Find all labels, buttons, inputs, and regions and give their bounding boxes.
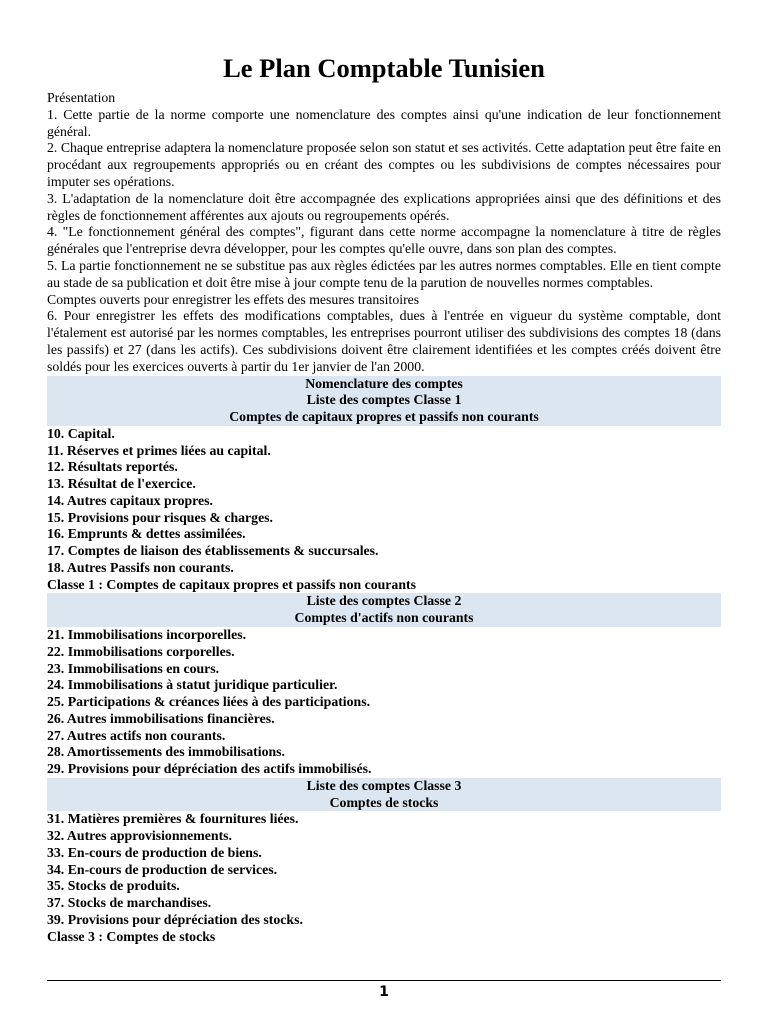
account-row: 24. Immobilisations à statut juridique particulier.: [47, 677, 338, 693]
account-row: 25. Participations & créances liées à des participations.: [47, 694, 371, 710]
account-row: 18. Autres Passifs non courants.: [47, 559, 234, 575]
class1-list-heading: Liste des comptes Classe 1: [306, 392, 462, 408]
paragraph-5: 5. La partie fonctionnement ne se substitue pas aux règles édictées par les autres normes comptables. Elle en tient compte au stade de sa publication et doit être mise à jour compte tenu de la parution de nouvelles normes comptables.: [47, 257, 721, 290]
paragraph-6: 6. Pour enregistrer les effets des modifications comptables, dues à l'entrée en vigueur du système comptable, dont l'étalement est autorisé par les normes comptables, les entreprises pourront utiliser des subdivisions des comptes 18 (dans les passifs) et 27 (dans les actifs). Ces subdivisions doivent être clairement identifiées et les comptes créés doivent être soldés pour les exercices ouverts à partir du 1er janvier de l'an 2000.: [47, 308, 721, 374]
account-row: 29. Provisions pour dépréciation des actifs immobilisés.: [47, 761, 372, 777]
class2-section: [47, 593, 721, 777]
class2-account-list: [47, 627, 721, 778]
account-row: 21. Immobilisations incorporelles.: [47, 627, 247, 643]
account-row: 27. Autres actifs non courants.: [47, 727, 226, 743]
account-row: 39. Provisions pour dépréciation des stocks.: [47, 911, 303, 927]
account-row: 11. Réserves et primes liées au capital.: [47, 442, 271, 458]
footer-divider: [47, 980, 721, 981]
class3-subtitle: Comptes de stocks: [329, 794, 439, 810]
account-row: 12. Résultats reportés.: [47, 459, 178, 475]
class1-account-list: [47, 426, 721, 594]
page-number: 1: [379, 984, 389, 1000]
class3-header-band: [47, 778, 721, 812]
class2-header-band: [47, 593, 721, 627]
account-row: 14. Autres capitaux propres.: [47, 492, 213, 508]
section-heading-presentation: Présentation: [47, 90, 116, 105]
account-row: 34. En-cours de production de services.: [47, 861, 278, 877]
class1-section: [47, 376, 721, 594]
class2-subtitle: Comptes d'actifs non courants: [294, 610, 474, 626]
paragraph-4: 4. "Le fonctionnement général des comptes", figurant dans cette norme accompagne la nomenclature à titre de règles générales que l'entreprise devra développer, pour les comptes qu'elle ouvre, dans son plan des comptes.: [47, 224, 721, 257]
paragraph-1: 1. Cette partie de la norme comporte une nomenclature des comptes ainsi qu'une indication de leur fonctionnement général.: [47, 106, 721, 139]
account-row: 32. Autres approvisionnements.: [47, 828, 233, 844]
section-heading-transitional: Comptes ouverts pour enregistrer les effets des mesures transitoires: [47, 291, 420, 307]
class3-caption: Classe 3 : Comptes de stocks: [47, 928, 216, 944]
class3-account-list: [47, 811, 721, 945]
class2-list-heading: Liste des comptes Classe 2: [306, 593, 462, 609]
account-row: 23. Immobilisations en cours.: [47, 660, 220, 676]
class1-subtitle: Comptes de capitaux propres et passifs non courants: [229, 409, 539, 425]
presentation-section: [47, 90, 721, 376]
class3-list-heading: Liste des comptes Classe 3: [306, 777, 462, 793]
account-row: 10. Capital.: [47, 425, 115, 441]
account-row: 15. Provisions pour risques & charges.: [47, 509, 274, 525]
account-row: 37. Stocks de marchandises.: [47, 895, 212, 911]
paragraph-3: 3. L'adaptation de la nomenclature doit être accompagnée des explications appropriées ainsi que des définitions et des règles de fonctionnement afférentes aux ajouts ou regroupements opérés.: [47, 190, 721, 223]
account-row: 16. Emprunts & dettes assimilées.: [47, 526, 246, 542]
account-row: 33. En-cours de production de biens.: [47, 844, 262, 860]
account-row: 28. Amortissements des immobilisations.: [47, 744, 285, 760]
account-row: 22. Immobilisations corporelles.: [47, 643, 235, 659]
document-page: [47, 52, 721, 945]
account-row: 17. Comptes de liaison des établissements & succursales.: [47, 543, 379, 559]
class1-caption: Classe 1 : Comptes de capitaux propres et passifs non courants: [47, 576, 416, 592]
nomenclature-heading: Nomenclature des comptes: [305, 375, 463, 391]
document-title: Le Plan Comptable Tunisien: [223, 53, 545, 83]
paragraph-2: 2. Chaque entreprise adaptera la nomenclature proposée selon son statut et ses activités. Cette adaptation peut être faite en procédant aux regroupements appropriés ou en créant des comptes ou les subdivisions de comptes nécessaires pour imputer ses opérations.: [47, 140, 721, 189]
account-row: 13. Résultat de l'exercice.: [47, 476, 196, 492]
account-row: 31. Matières premières & fournitures liées.: [47, 811, 299, 827]
class1-header-band: [47, 376, 721, 426]
class3-section: [47, 778, 721, 946]
account-row: 35. Stocks de produits.: [47, 878, 180, 894]
account-row: 26. Autres immobilisations financières.: [47, 710, 275, 726]
